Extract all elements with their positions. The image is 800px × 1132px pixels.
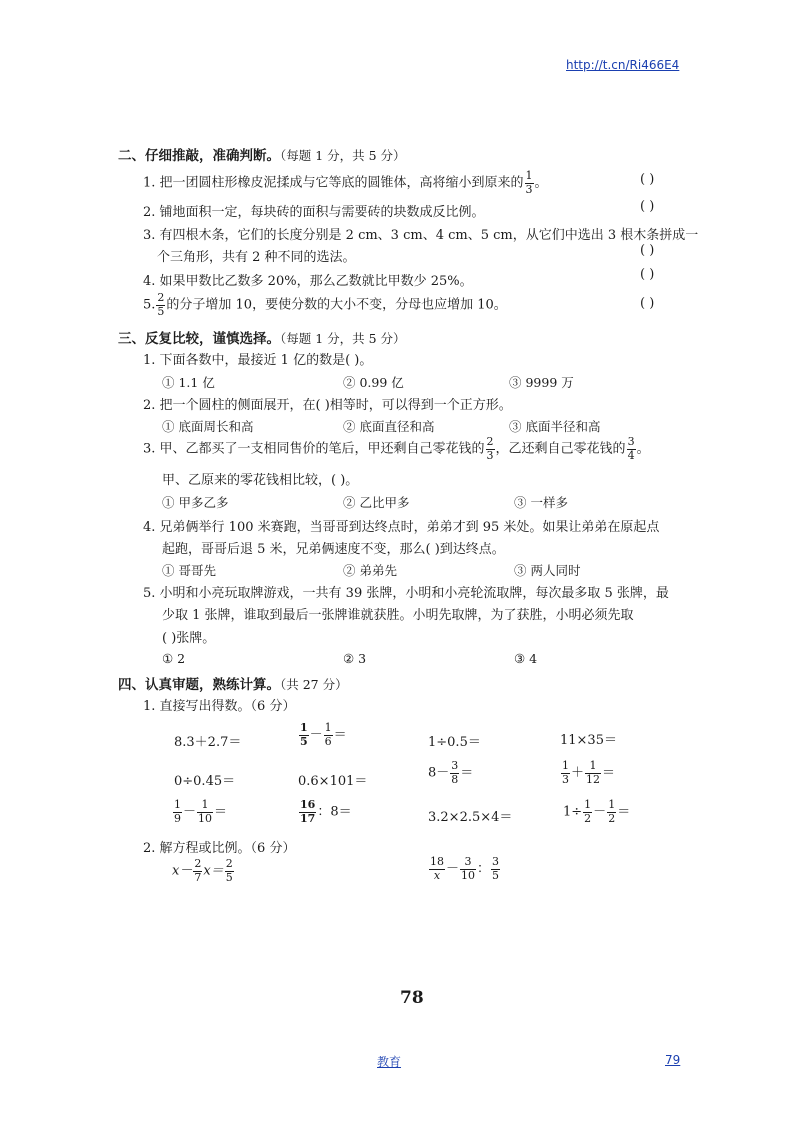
fraction-denominator: 3 [486, 448, 494, 462]
fraction [561, 760, 570, 786]
fraction-numerator: 18 [430, 855, 444, 868]
s3-q3-fraction-2 [627, 436, 636, 462]
fraction-denominator: 12 [586, 772, 601, 786]
s3-q3-option-3[interactable]: ③ 一样多 [514, 495, 568, 510]
fraction [299, 722, 309, 748]
fraction-numerator: 3 [627, 435, 635, 448]
calc-prefix: 1÷ [563, 804, 583, 820]
calc-item-r1c3: 1÷0.5＝ [428, 735, 481, 750]
fraction-denominator: 5 [157, 304, 165, 318]
fraction-numerator: 2 [225, 857, 233, 870]
fraction-numerator: 1 [174, 798, 181, 811]
calc-item-r2c2: 0.6×101＝ [298, 774, 368, 789]
equals: ＝ [602, 765, 616, 781]
calc-item-r3c4 [563, 799, 630, 825]
s2-q5-text: 的分子增加 10，要使分数的大小不变，分母也应增加 10。 [166, 297, 507, 313]
fraction [173, 799, 182, 825]
s3-question-5-line3: ( )张牌。 [162, 631, 216, 646]
fraction-numerator: 1 [300, 721, 308, 734]
fraction-denominator: 5 [492, 868, 500, 882]
fraction-denominator: 8 [451, 772, 459, 786]
fraction-numerator: 3 [451, 759, 459, 772]
equals: ＝ [617, 804, 631, 820]
s2-q1-end: 。 [534, 175, 548, 191]
fraction [607, 799, 616, 825]
fraction-denominator: 5 [300, 734, 308, 748]
calc-prefix: 8－ [428, 765, 450, 781]
fraction-numerator: 3 [492, 855, 500, 868]
s3-q5-option-3[interactable]: ③ 4 [514, 651, 538, 666]
s3-q2-option-1[interactable]: ① 底面周长和高 [162, 419, 254, 434]
fraction [193, 858, 202, 884]
fraction-numerator: 2 [194, 857, 202, 870]
section-4-heading [118, 673, 348, 693]
s2-q1-fraction [525, 170, 534, 196]
calc-item-r2c3 [428, 760, 473, 786]
s3-q3-text-b: ，乙还剩自己零花钱的 [495, 441, 626, 457]
fraction-denominator: 10 [198, 811, 213, 825]
s3-q4-option-2[interactable]: ② 弟弟先 [343, 563, 397, 578]
s2-question-4: 4. 如果甲数比乙数多 20%，那么乙数就比甲数少 25%。 [143, 274, 473, 289]
s3-q3-fraction-1 [486, 436, 495, 462]
fraction [225, 858, 234, 884]
s2-q5-number: 5. [143, 297, 156, 313]
equals: ＝ [333, 727, 347, 743]
fraction-denominator: 7 [194, 870, 202, 884]
s3-q1-option-2[interactable]: ② 0.99 亿 [343, 375, 404, 390]
section-3-heading [118, 327, 406, 347]
s3-q1-option-3[interactable]: ③ 9999 万 [509, 375, 574, 390]
s3-q4-option-3[interactable]: ③ 两人同时 [514, 563, 581, 578]
s2-q5-fraction [156, 292, 165, 318]
section-3-title: 三、反复比较，谨慎选择。 [118, 331, 280, 347]
s2-question-3-line1: 3. 有四根木条，它们的长度分别是 2 cm、3 cm、4 cm、5 cm，从它们中选出 3 根木条拼成一 [143, 228, 699, 243]
fraction-denominator: 4 [627, 448, 635, 462]
fraction [491, 856, 500, 882]
fraction-denominator: 9 [174, 811, 181, 825]
s2-q5-answer-paren[interactable]: ( ) [640, 296, 655, 311]
fraction-numerator: 1 [197, 799, 213, 813]
fraction-numerator: 2 [157, 291, 165, 304]
calc-item-r1c2 [298, 722, 347, 748]
section-4-points: （共 27 分） [280, 677, 348, 692]
s3-question-2: 2. 把一个圆柱的侧面展开，在( )相等时，可以得到一个正方形。 [143, 398, 512, 413]
s2-question-2: 2. 铺地面积一定，每块砖的面积与需要砖的块数成反比例。 [143, 205, 485, 220]
footer-link-right[interactable]: 79 [665, 1053, 681, 1067]
section-2-title: 二、仔细推敲，准确判断。 [118, 148, 280, 164]
section-3-points: （每题 1 分，共 5 分） [280, 331, 406, 346]
s2-question-3-line2: 个三角形，共有 2 种不同的选法。 [157, 250, 356, 265]
fraction [583, 799, 592, 825]
equals: ＝ [460, 765, 474, 781]
fraction-numerator: 1 [525, 169, 533, 182]
s3-q5-option-1[interactable]: ① 2 [162, 651, 186, 666]
fraction [197, 799, 213, 825]
equation-middle: x＝ [203, 863, 224, 879]
calc-suffix: ：8＝ [317, 804, 352, 820]
section-2-points: （每题 1 分，共 5 分） [280, 148, 406, 163]
calc-item-r2c1: 0÷0.45＝ [174, 774, 236, 789]
operator: － [309, 727, 323, 743]
equation-prefix: x－ [172, 863, 193, 879]
s2-q1-answer-paren[interactable]: ( ) [640, 172, 655, 187]
equation-2 [428, 856, 501, 882]
s3-question-4-line2: 起跑，哥哥后退 5 米，兄弟俩速度不变，那么( )到达终点。 [162, 542, 505, 557]
fraction-denominator: 10 [461, 868, 476, 882]
fraction-numerator: 1 [608, 798, 616, 811]
equals: ＝ [214, 804, 228, 820]
ratio-colon: ： [477, 861, 491, 877]
s3-question-5-line2: 少取 1 张牌，谁取到最后一张牌谁就获胜。小明先取牌，为了获胜，小明必须先取 [162, 608, 634, 623]
s2-q4-answer-paren[interactable]: ( ) [640, 267, 655, 282]
fraction-denominator: 5 [225, 870, 233, 884]
fraction-numerator: 1 [584, 798, 592, 811]
fraction-denominator: 17 [300, 811, 316, 825]
fraction [450, 760, 459, 786]
operator: － [183, 804, 197, 820]
calc-item-r2c4 [560, 760, 615, 786]
fraction-numerator: 1 [562, 759, 569, 772]
section-4-title: 四、认真审题，熟练计算。 [118, 677, 280, 693]
s2-q3-answer-paren[interactable]: ( ) [640, 243, 655, 258]
calc-item-r3c1 [172, 799, 227, 825]
calc-item-r1c4: 11×35＝ [560, 733, 617, 748]
s4-subsection-2-title: 2. 解方程或比例。（6 分） [143, 841, 296, 856]
section-2-heading [118, 144, 406, 164]
s3-question-4-line1: 4. 兄弟俩举行 100 米赛跑，当哥哥到达终点时，弟弟才到 95 米处。如果让弟弟在原起点 [143, 520, 660, 535]
s3-question-3-line2: 甲、乙原来的零花钱相比较，( )。 [162, 473, 359, 488]
equation-1 [172, 858, 235, 884]
s3-question-1: 1. 下面各数中，最接近 1 亿的数是( )。 [143, 353, 373, 368]
s3-q4-option-1[interactable]: ① 哥哥先 [162, 563, 216, 578]
fraction [460, 856, 476, 882]
s3-q1-option-1[interactable]: ① 1.1 亿 [162, 375, 215, 390]
s2-q1-text: 1. 把一团圆柱形橡皮泥揉成与它等底的圆锥体，高将缩小到原来的 [143, 175, 524, 191]
s3-q3-option-1[interactable]: ① 甲多乙多 [162, 495, 229, 510]
fraction-numerator: 3 [460, 856, 476, 870]
s3-q5-option-2[interactable]: ② 3 [343, 651, 367, 666]
fraction-denominator: 6 [324, 734, 332, 748]
fraction-denominator: 3 [562, 772, 569, 786]
s3-q3-text-c: 。 [636, 441, 650, 457]
fraction-numerator: 1 [585, 760, 601, 774]
s3-question-5-line1: 5. 小明和小亮玩取牌游戏，一共有 39 张牌，小明和小亮轮流取牌，每次最多取 5 张牌，最 [143, 586, 669, 601]
fraction-denominator: 3 [525, 182, 533, 196]
header-url-link[interactable]: http://t.cn/Ri466E4 [566, 58, 680, 72]
fraction-denominator: 2 [608, 811, 616, 825]
calc-item-r1c1: 8.3＋2.7＝ [174, 735, 242, 750]
fraction-denominator: 2 [584, 811, 592, 825]
fraction [299, 799, 316, 825]
fraction-denominator: x [433, 868, 441, 882]
calc-item-r3c3: 3.2×2.5×4＝ [428, 810, 513, 825]
s4-subsection-1-title: 1. 直接写出得数。（6 分） [143, 699, 296, 714]
s3-q3-option-2[interactable]: ② 乙比甲多 [343, 495, 410, 510]
s2-question-5 [143, 292, 507, 318]
calc-item-r3c2 [298, 799, 352, 825]
s3-q2-option-2[interactable]: ② 底面直径和高 [343, 419, 435, 434]
s3-question-3 [143, 436, 650, 462]
fraction [429, 856, 445, 882]
footer-link-left[interactable]: 教育 [377, 1055, 402, 1069]
s3-q3-text-a: 3. 甲、乙都买了一支相同售价的笔后，甲还剩自己零花钱的 [143, 441, 485, 457]
s2-question-1 [143, 170, 548, 196]
operator: － [446, 861, 460, 877]
fraction [585, 760, 601, 786]
operator: － [593, 804, 607, 820]
page-number: 78 [400, 988, 424, 1008]
fraction-numerator: 16 [300, 798, 316, 811]
s2-q2-answer-paren[interactable]: ( ) [640, 199, 655, 214]
s3-q2-option-3[interactable]: ③ 底面半径和高 [509, 419, 601, 434]
fraction-numerator: 2 [486, 435, 494, 448]
fraction [324, 722, 333, 748]
operator: ＋ [571, 765, 585, 781]
fraction-numerator: 1 [324, 721, 332, 734]
